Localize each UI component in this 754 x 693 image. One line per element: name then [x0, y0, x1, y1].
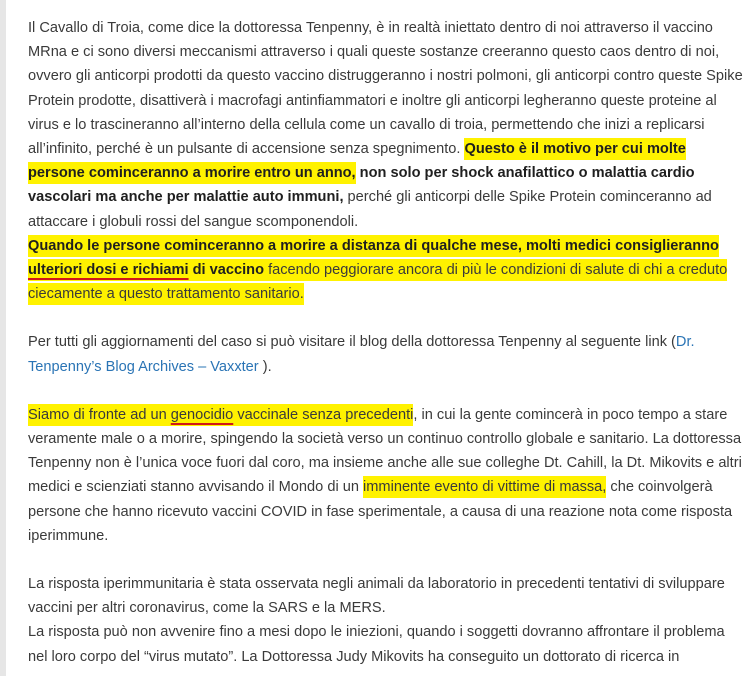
tail-text: perché gli anticorpi delle Spike Protein cominceranno ad attaccare i globuli rossi del sangue scomponendoli.: [28, 189, 712, 230]
underlined-doses: ulteriori dosi e richiami: [28, 262, 189, 279]
scrollbar-thumb[interactable]: [0, 0, 6, 676]
scrollbar-track[interactable]: [0, 0, 6, 676]
paragraph-trojan-horse: [28, 16, 744, 306]
article-body: [28, 16, 744, 693]
highlight-mass-casualty: imminente evento di vittime di massa,: [363, 476, 606, 498]
paragraph-hyperimmune: La risposta iperimmunitaria è stata osservata negli animali da laboratorio in precedenti tentativi di sviluppare vaccini per altri coronavirus, come la SARS e la MERS. La risposta può non avvenire fino a mesi dopo le iniezioni, quando i soggetti dovranno affrontare il problema nel loro corpo del “virus mutato”. La Dottoressa Judy Mikovits ha conseguito un dottorato di ricerca in: [28, 576, 725, 665]
highlight-further-doses: Quando le persone cominceranno a morire a distanza di qualche mese, molti medici consiglieranno ulteriori dosi e richiami di vaccino facendo peggiorare ancora di più le condizioni di salute di chi a creduto ciecamente a questo trattamento sanitario.: [28, 235, 727, 305]
blog-link[interactable]: Dr. Tenpenny’s Blog Archives – Vaxxter: [28, 334, 695, 375]
bold-causes: non solo per shock anafilattico o malattia cardio vascolari ma anche per malattie auto immuni,: [28, 165, 695, 206]
intro-text: Il Cavallo di Troia, come dice la dottoressa Tenpenny, è in realtà iniettato dentro di noi attraverso il vaccino MRna e ci sono diversi meccanismi attraverso i quali queste sostanze creeranno questo caos dentro di noi, ovvero gli anticorpi prodotti da questo vaccino distruggeranno i nostri polmoni, gli anticorpi contro queste Spike Protein prodotte, disattiverà i macrofagi antinfiammatori e inoltre gli anticorpi legheranno queste proteine al virus e lo trascineranno all’interno della cellula come un cavallo di troia, permettendo che inizi a replicarsi all’infinito, perché è un pulsante di accensione senza spegnimento.: [28, 20, 743, 158]
paragraph-genocide: Siamo di fronte ad un genocidio vaccinale senza precedenti, in cui la gente comincerà in poco tempo a stare veramente male o a morire, spingendo la società verso un continuo controllo globale e sanitario. La dottoressa Tenpenny non è l’unica voce fuori dal coro, ma insieme anche alle sue colleghe Dt. Cahill, la Dt. Mikovits e altri medici e scienziati stanno avvisando il Mondo di un imminente evento di vittime di massa, che coinvolgerà persone che hanno ricevuto vaccini COVID in fase sperimentale, a causa di una reazione nota come risposta iperimmune.: [28, 403, 744, 548]
underlined-genocide: genocidio: [170, 406, 234, 423]
paragraph-blog-link: Per tutti gli aggiornamenti del caso si può visitare il blog della dottoressa Tenpenny al seguente link (Dr. Tenpenny’s Blog Archives – Vaxxter ).: [28, 334, 695, 375]
highlight-die-within-year: Questo è il motivo per cui molte persone cominceranno a morire entro un anno,: [28, 138, 686, 184]
highlight-genocide: Siamo di fronte ad un genocidio vaccinale senza precedenti: [28, 404, 413, 426]
